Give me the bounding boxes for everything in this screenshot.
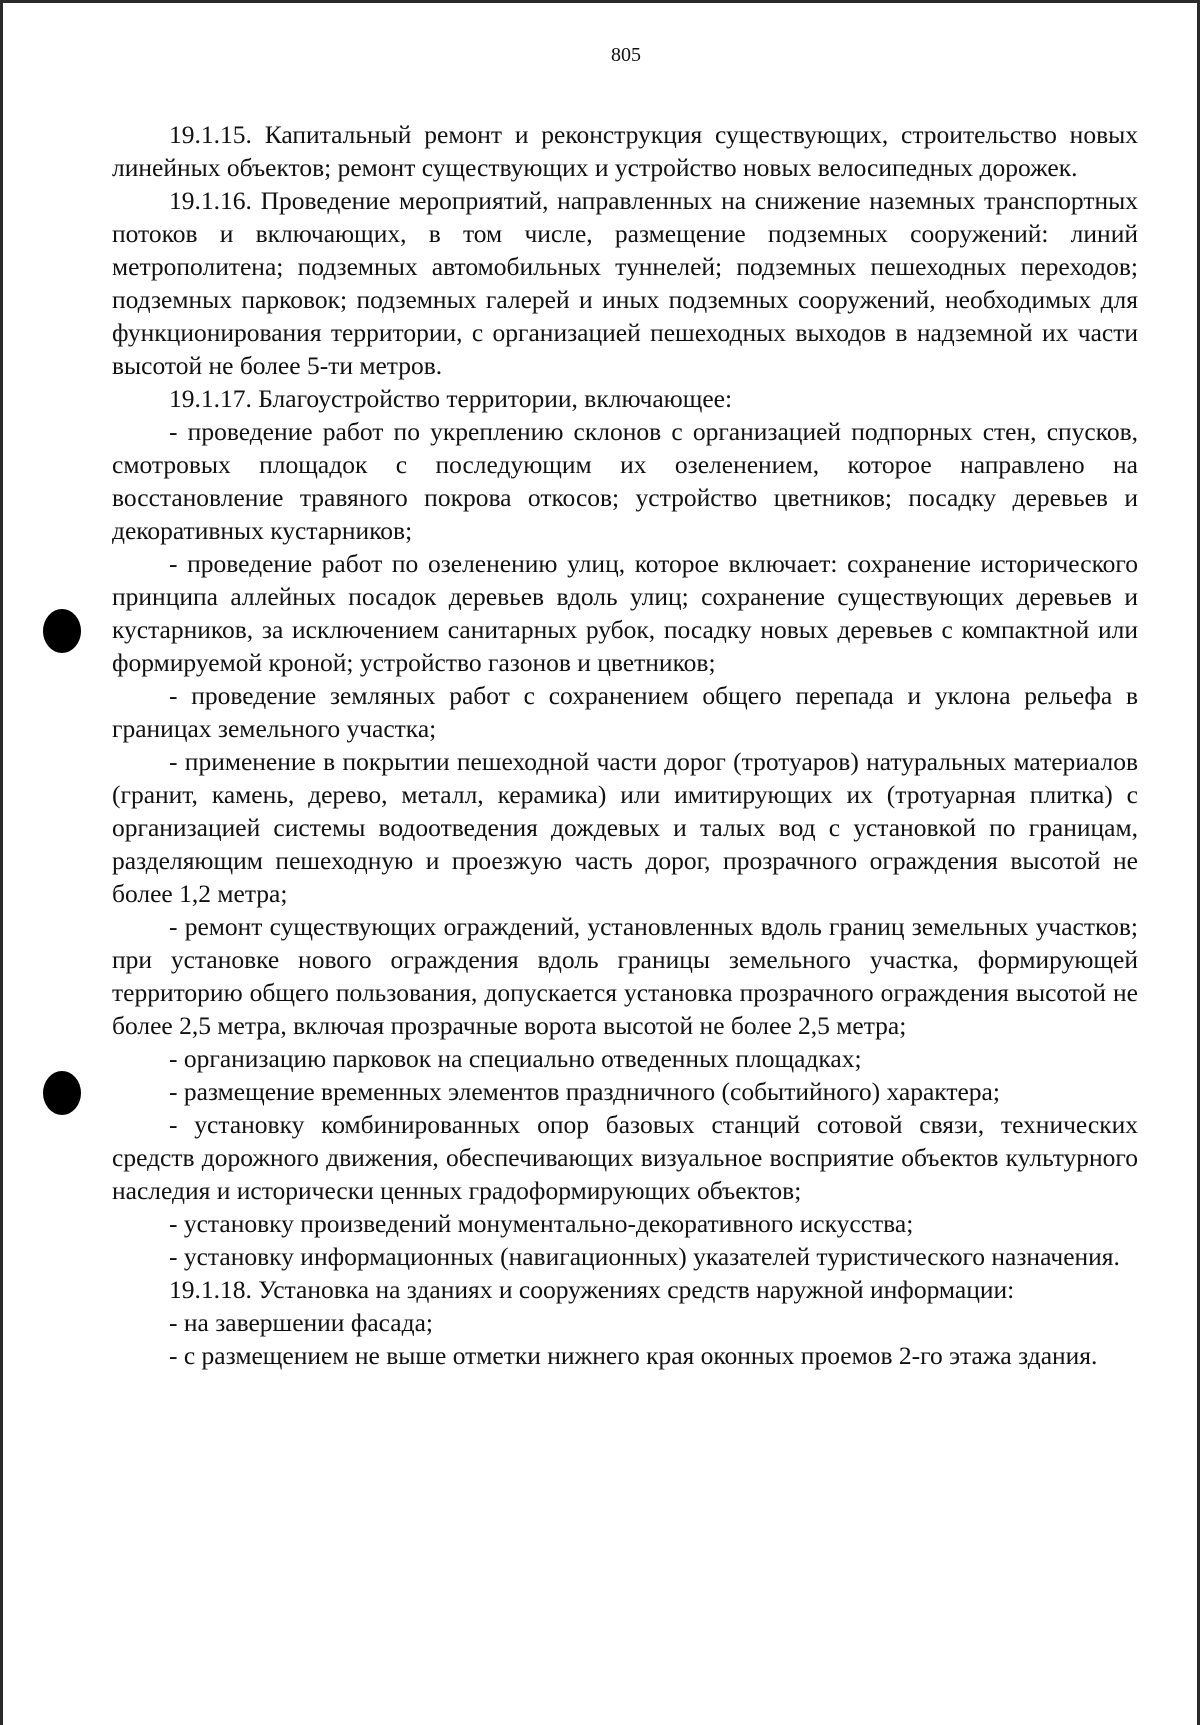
- scan-border-top: [0, 0, 1200, 3]
- paragraph-19-1-16: 19.1.16. Проведение мероприятий, направленных на снижение наземных транспортных потоков и включающих, в том числе, размещение подземных сооружений: линий метрополитена; подземных автомобильных туннелей; подземных пешеходных переходов; подземных парковок; подземных галерей и иных подземных сооружений, необходимых для функционирования территории, с организацией пешеходных выходов в надземной их части высотой не более 5-ти метров.: [112, 186, 1138, 380]
- scan-border-left: [0, 0, 3, 1725]
- list-item-window-level: - с размещением не выше отметки нижнего края оконных проемов 2-го этажа здания.: [169, 1341, 1098, 1370]
- page-number: 805: [611, 44, 641, 66]
- list-item-tourist-signs: - установку информационных (навигационных) указателей туристического назначения.: [169, 1242, 1120, 1271]
- list-item-pavement: - применение в покрытии пешеходной части дорог (тротуаров) натуральных материалов (гранит, камень, дерево, металл, керамика) или имитирующих их (тротуарная плитка) с организацией системы водоотведения дождевых и талых вод с установкой по границам, разделяющим пешеходную и проезжую часть дорог, прозрачного ограждения высотой не более 1,2 метра;: [112, 747, 1138, 908]
- list-item-earthworks: - проведение земляных работ с сохранением общего перепада и уклона рельефа в границах земельного участка;: [112, 681, 1138, 743]
- punch-hole-mark: [43, 609, 81, 653]
- list-item-parking: - организацию парковок на специально отведенных площадках;: [169, 1044, 862, 1073]
- punch-hole-mark: [43, 1071, 81, 1115]
- list-item-supports: - установку комбинированных опор базовых станций сотовой связи, технических средств дорожного движения, обеспечивающих визуальное восприятие объектов культурного наследия и исторически ценных градоформирующих объектов;: [112, 1110, 1138, 1205]
- list-item-monumental-art: - установку произведений монументально-декоративного искусства;: [169, 1209, 914, 1238]
- list-item-street-greening: - проведение работ по озеленению улиц, которое включает: сохранение исторического принципа аллейных посадок деревьев вдоль улиц; сохранение существующих деревьев и кустарников, за исключением санитарных рубок, посадку новых деревьев с компактной или формируемой кроной; устройство газонов и цветников;: [112, 549, 1138, 677]
- list-item-fences: - ремонт существующих ограждений, установленных вдоль границ земельных участков; при установке нового ограждения вдоль границы земельного участка, формирующей территорию общего пользования, допускается установка прозрачного ограждения высотой не более 2,5 метра, включая прозрачные ворота высотой не более 2,5 метра;: [112, 912, 1138, 1040]
- paragraph-19-1-15: 19.1.15. Капитальный ремонт и реконструкция существующих, строительство новых линейных объектов; ремонт существующих и устройство новых велосипедных дорожек.: [112, 120, 1138, 182]
- paragraph-19-1-18: 19.1.18. Установка на зданиях и сооружениях средств наружной информации:: [169, 1275, 1015, 1304]
- list-item-temporary-elements: - размещение временных элементов праздничного (событийного) характера;: [169, 1077, 1000, 1106]
- list-item-slopes: - проведение работ по укреплению склонов с организацией подпорных стен, спусков, смотровых площадок с последующим их озеленением, которое направлено на восстановление травяного покрова откосов; устройство цветников; посадку деревьев и декоративных кустарников;: [112, 417, 1138, 545]
- list-item-facade-top: - на завершении фасада;: [169, 1308, 433, 1337]
- document-body: [112, 118, 1138, 1372]
- paragraph-19-1-17: 19.1.17. Благоустройство территории, включающее:: [169, 384, 733, 413]
